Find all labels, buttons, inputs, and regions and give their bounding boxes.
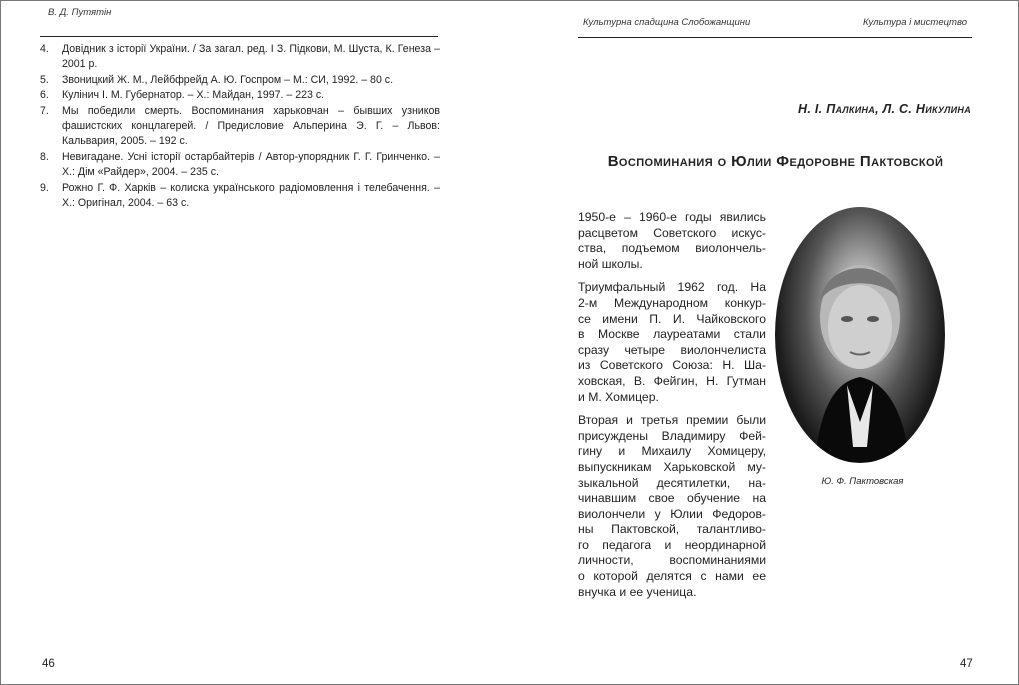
article-body: [578, 210, 766, 608]
reference-number: 7.: [40, 104, 49, 117]
text-line: го педагога и неординарной: [578, 537, 766, 552]
header-rule-left: [40, 36, 438, 37]
running-head-section: Культура і мистецтво: [862, 17, 967, 28]
reference-number: 9.: [40, 181, 49, 194]
text-line: выпускникам Харьковской му-: [578, 459, 766, 474]
text-line: личности, воспоминаниями: [578, 553, 766, 568]
running-head-left-page: В. Д. Путятін: [48, 7, 112, 18]
text-line: се имени П. И. Чайковского: [578, 311, 766, 326]
text-line: внучка и ее ученица.: [578, 584, 697, 599]
photo-caption: Ю. Ф. Пактовская: [821, 476, 904, 487]
text-line: сразу четыре виолончелиста: [578, 342, 766, 357]
article-title: Воспоминания о Юлии Федоровне Пактовской: [607, 153, 944, 170]
text-line: 2-м Международном конкур-: [578, 295, 766, 310]
reference-item: [40, 88, 440, 103]
text-line: ной школы.: [578, 256, 643, 271]
reference-item: [40, 42, 440, 73]
page-number-left: 46: [42, 658, 55, 670]
text-line: гину и Михаилу Хомицеру,: [578, 444, 766, 459]
text-line: 1950-е – 1960-е годы явились: [578, 210, 766, 224]
article-paragraph: [578, 280, 766, 405]
header-rule-right: [578, 37, 972, 38]
article-paragraph: [578, 210, 766, 272]
text-line: присуждены Владимиру Фей-: [578, 428, 766, 443]
reference-text: Рожно Г. Ф. Харків – колиска українського радіомовлення і телебачення. – Х.: Оригінал, 2004. – 63 с.: [62, 181, 440, 210]
portrait-figure: [775, 207, 945, 463]
reference-item: [40, 150, 440, 181]
text-line: Вторая и третья премии были: [578, 413, 766, 428]
text-line: о которой делятся с нами ее: [578, 569, 766, 584]
reference-list: [40, 42, 440, 211]
text-line: зыкальной десятилетки, на-: [578, 475, 766, 490]
text-line: чинавшим свое обучение на: [578, 491, 766, 506]
reference-text: Звоницкий Ж. М., Лейбфрейд А. Ю. Госпром – М.: СИ, 1992. – 80 с.: [62, 73, 394, 86]
text-line: из Советского Союза: Н. Ша-: [578, 358, 766, 373]
reference-number: 5.: [40, 73, 49, 86]
text-line: виолончели у Юлии Федоров-: [578, 506, 766, 521]
reference-text: Невигадане. Усні історії остарбайтерів / Автор-упорядник Г. Г. Гринченко. – Х.: Дім «Райдер», 2004. – 235 с.: [62, 150, 440, 179]
running-head-journal: Культурна спадщина Слобожанщини: [583, 17, 751, 28]
article-paragraph: [578, 413, 766, 600]
reference-text: Довідник з історії України. / За загал. ред. І З. Підкови, М. Шуста, К. Генеза – 2001 р.: [62, 43, 440, 71]
text-line: и М. Хомицер.: [578, 389, 659, 404]
reference-number: 4.: [40, 43, 49, 55]
text-line: Триумфальный 1962 год. На: [578, 280, 766, 295]
reference-text: Мы победили смерть. Воспоминания харьковчан – бывших узников фашистских концлагерей. / Предисловие Альперина Э. Г. – Львов: Кальвария, 2005. – 192 с.: [62, 104, 440, 148]
page-number-right: 47: [960, 658, 973, 670]
reference-number: 8.: [40, 150, 49, 163]
text-line: ховская, В. Фейгин, Н. Гутман: [578, 373, 766, 388]
portrait-photo: [775, 207, 945, 463]
text-line: ства, подъемом виолончель-: [578, 241, 766, 256]
article-authors: Н. І. Палкина, Л. С. Никулина: [798, 102, 971, 116]
text-line: расцветом Советского искус-: [578, 225, 766, 240]
reference-text: Кулінич І. М. Губернатор. – Х.: Майдан, 1997. – 223 с.: [62, 89, 325, 102]
reference-item: [40, 73, 440, 88]
text-line: ны Пактовской, талантливо-: [578, 522, 766, 537]
reference-number: 6.: [40, 89, 49, 102]
reference-item: [40, 104, 440, 150]
reference-item: [40, 181, 440, 212]
text-line: в Москве лауреатами стали: [578, 327, 766, 342]
